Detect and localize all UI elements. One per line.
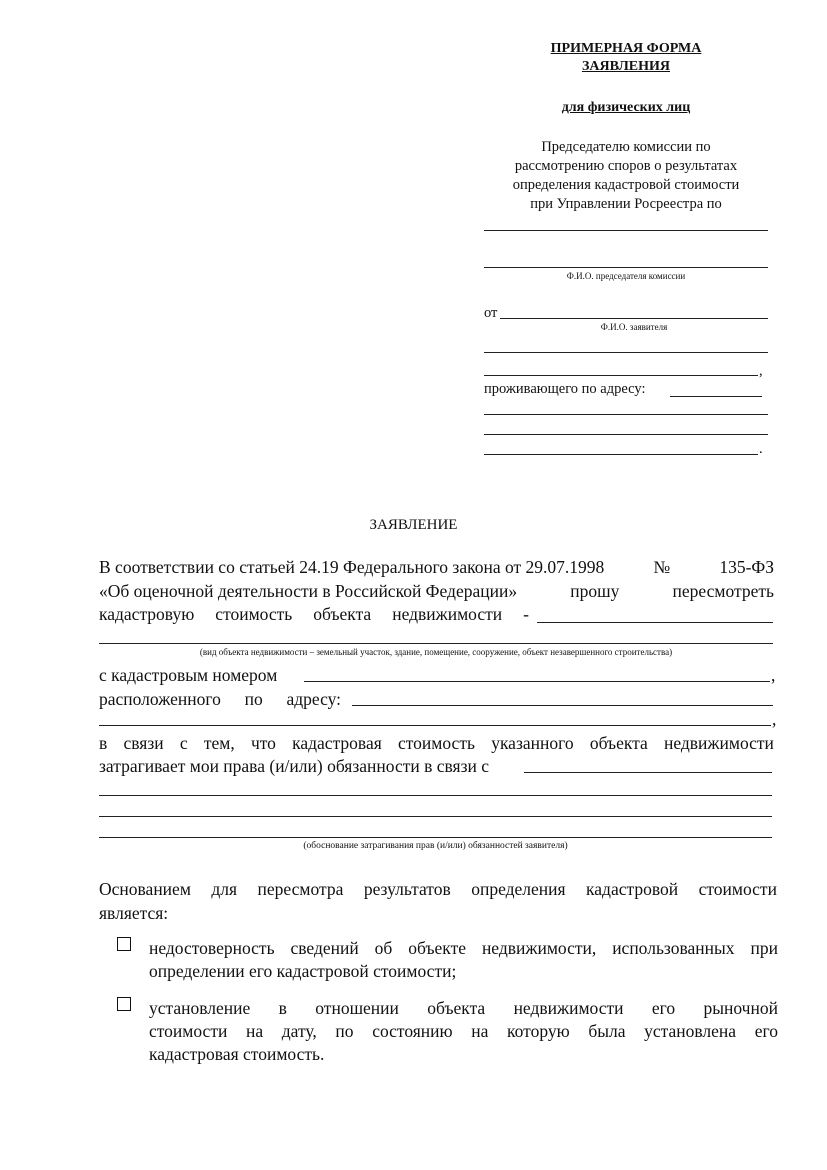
option2-line2: стоимости на дату, по состоянию на которую была установлена его (149, 1021, 778, 1041)
residence-address-blank-3[interactable] (484, 434, 768, 435)
cadastral-comma: , (771, 665, 776, 685)
option2-line3: кадастровая стоимость. (149, 1044, 325, 1064)
from-label: от (484, 305, 498, 321)
grounds-line2: является: (99, 903, 169, 923)
form-title-line2: ЗАЯВЛЕНИЯ (581, 59, 671, 74)
option1-checkbox[interactable] (117, 937, 131, 951)
addressee-line-2: рассмотрению споров о результатах (514, 158, 738, 174)
justification-blank-2[interactable] (99, 795, 772, 796)
applicant-name-caption: Ф.И.О. заявителя (600, 322, 668, 332)
object-address-blank-1[interactable] (352, 705, 773, 706)
justification-blank-3[interactable] (99, 816, 772, 817)
applicant-comma: , (759, 363, 763, 379)
residence-address-blank-4[interactable] (484, 454, 758, 455)
cadastral-number-label: с кадастровым номером (99, 665, 278, 685)
option1-line1: недостоверность сведений об объекте недвижимости, использованных при (149, 938, 778, 958)
addressee-line-4: при Управлении Росреестра по (530, 196, 722, 212)
object-address-comma: , (772, 709, 777, 729)
object-address-blank-2[interactable] (99, 725, 771, 726)
residence-address-label: проживающего по адресу: (484, 381, 646, 397)
form-title-line1: ПРИМЕРНАЯ ФОРМА (550, 41, 702, 56)
chair-name-blank[interactable] (484, 267, 768, 268)
justification-blank-1[interactable] (524, 772, 772, 773)
option2-line1: установление в отношении объекта недвижимости его рыночной (149, 998, 778, 1018)
object-type-caption: (вид объекта недвижимости – земельный участок, здание, помещение, сооружение, объект незавершенного строительства) (199, 647, 673, 657)
object-address-label: расположенного по адресу: (99, 689, 341, 709)
addressee-line-3: определения кадастровой стоимости (512, 177, 740, 193)
paragraph2-line1: в связи с тем, что кадастровая стоимость указанного объекта недвижимости (99, 733, 774, 753)
residence-address-blank-2[interactable] (484, 414, 768, 415)
paragraph1-line3: кадастровую стоимость объекта недвижимости - (99, 604, 529, 624)
paragraph1-line2: «Об оценочной деятельности в Российской Федерации» прошу пересмотреть (99, 581, 774, 601)
applicant-name-blank-3[interactable] (484, 375, 758, 376)
chair-name-caption: Ф.И.О. председателя комиссии (566, 271, 686, 281)
application-heading: ЗАЯВЛЕНИЕ (369, 517, 458, 533)
justification-blank-4[interactable] (99, 837, 772, 838)
object-type-blank-2[interactable] (99, 643, 773, 644)
object-type-blank-1[interactable] (537, 622, 773, 623)
residence-period: . (759, 441, 763, 457)
applicant-name-blank[interactable] (500, 318, 768, 319)
region-blank[interactable] (484, 230, 768, 231)
addressee-line-1: Председателю комиссии по (541, 139, 711, 155)
cadastral-number-blank[interactable] (304, 681, 770, 682)
justification-caption: (обоснование затрагивания прав (и/или) обязанностей заявителя) (303, 841, 568, 851)
grounds-line1: Основанием для пересмотра результатов определения кадастровой стоимости (99, 879, 777, 899)
residence-address-blank-1[interactable] (670, 396, 762, 397)
form-subtitle: для физических лиц (561, 100, 691, 115)
option1-line2: определении его кадастровой стоимости; (149, 961, 457, 981)
paragraph2-line2: затрагивает мои права (и/или) обязанности в связи с (99, 756, 490, 776)
applicant-name-blank-2[interactable] (484, 352, 768, 353)
option2-checkbox[interactable] (117, 997, 131, 1011)
paragraph1-line1: В соответствии со статьей 24.19 Федерального закона от 29.07.1998 № 135-ФЗ (99, 557, 774, 577)
